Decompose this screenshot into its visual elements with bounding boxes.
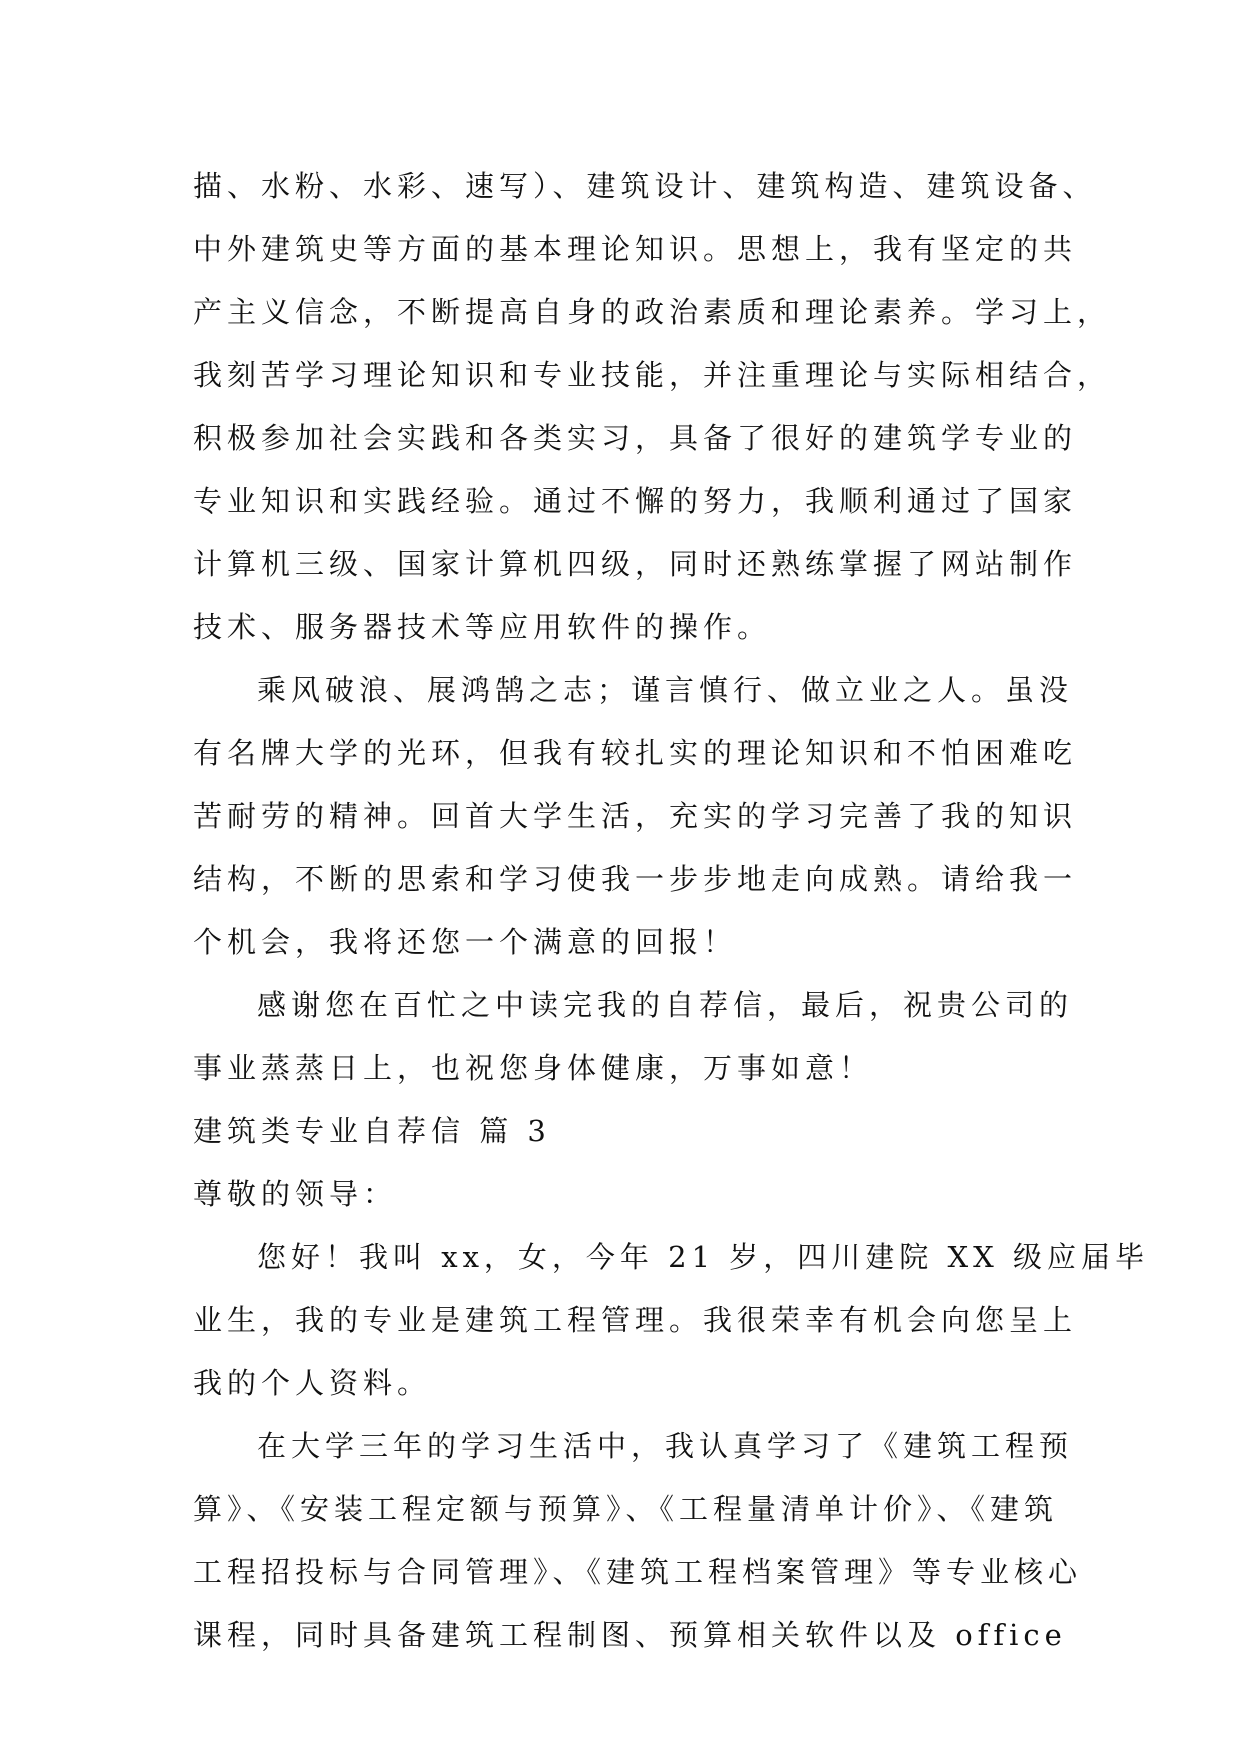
paragraph-start-line: 您好！我叫 xx，女，今年 21 岁，四川建院 XX 级应届毕 bbox=[257, 1240, 1149, 1274]
text-line: 积极参加社会实践和各类实习，具备了很好的建筑学专业的 bbox=[193, 421, 1078, 455]
salutation: 尊敬的领导： bbox=[193, 1177, 398, 1211]
text-line: 产主义信念，不断提高自身的政治素质和理论素养。学习上， bbox=[193, 295, 1112, 329]
paragraph-start-line: 在大学三年的学习生活中，我认真学习了《建筑工程预 bbox=[257, 1429, 1074, 1463]
letter-body bbox=[193, 155, 1149, 1667]
section-heading: 建筑类专业自荐信 篇 3 bbox=[193, 1114, 551, 1148]
text-line: 中外建筑史等方面的基本理论知识。思想上，我有坚定的共 bbox=[193, 232, 1078, 266]
text-line: 结构，不断的思索和学习使我一步步地走向成熟。请给我一 bbox=[193, 862, 1078, 896]
text-line: 我的个人资料。 bbox=[193, 1366, 432, 1400]
text-line: 有名牌大学的光环，但我有较扎实的理论知识和不怕困难吃 bbox=[193, 736, 1078, 770]
text-line: 事业蒸蒸日上，也祝您身体健康，万事如意！ bbox=[193, 1051, 874, 1085]
text-line: 描、水粉、水彩、速写）、建筑设计、建筑构造、建筑设备、 bbox=[193, 169, 1097, 203]
text-line: 个机会，我将还您一个满意的回报！ bbox=[193, 925, 738, 959]
text-line: 计算机三级、国家计算机四级，同时还熟练掌握了网站制作 bbox=[193, 547, 1078, 581]
text-line: 技术、服务器技术等应用软件的操作。 bbox=[193, 610, 772, 644]
text-line: 课程，同时具备建筑工程制图、预算相关软件以及 office bbox=[193, 1618, 1067, 1652]
text-line: 业生，我的专业是建筑工程管理。我很荣幸有机会向您呈上 bbox=[193, 1303, 1078, 1337]
text-line: 专业知识和实践经验。通过不懈的努力，我顺利通过了国家 bbox=[193, 484, 1078, 518]
text-line: 苦耐劳的精神。回首大学生活，充实的学习完善了我的知识 bbox=[193, 799, 1078, 833]
paragraph-start-line: 感谢您在百忙之中读完我的自荐信，最后，祝贵公司的 bbox=[257, 988, 1074, 1022]
text-line: 工程招投标与合同管理》、《建筑工程档案管理》等专业核心 bbox=[193, 1555, 1083, 1589]
text-line: 算》、《安装工程定额与预算》、《工程量清单计价》、《建筑 bbox=[193, 1492, 1059, 1526]
text-line: 我刻苦学习理论知识和专业技能，并注重理论与实际相结合， bbox=[193, 358, 1112, 392]
paragraph-start-line: 乘风破浪、展鸿鹄之志；谨言慎行、做立业之人。虽没 bbox=[257, 673, 1074, 707]
